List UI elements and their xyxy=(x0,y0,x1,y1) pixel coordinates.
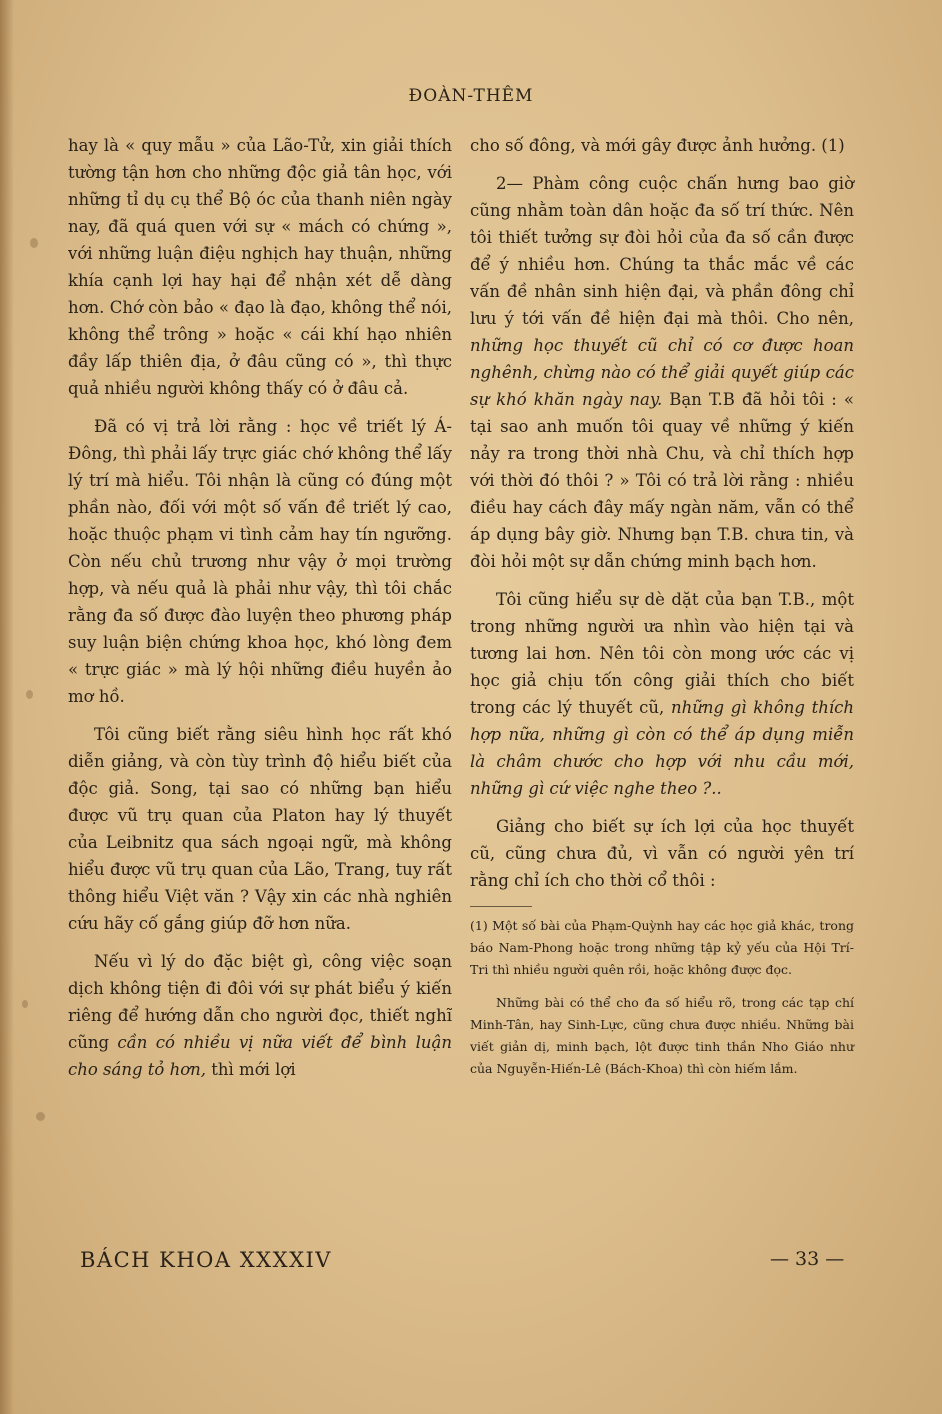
right-column xyxy=(470,132,854,1091)
paragraph xyxy=(470,170,854,575)
paragraph-text: thì mới lợi xyxy=(206,1060,296,1079)
left-column xyxy=(68,132,452,1094)
emphasis-text: những gì không thích hợp nữa, những gì còn có thể áp dụng miễn là châm chước cho hợp với nhu cầu mới, những gì cứ việc nghe theo ?.. xyxy=(470,698,855,798)
paper-spot xyxy=(26,690,33,699)
paragraph-text: Nếu vì lý do đặc biệt gì, công việc soạn dịch không tiện đi đôi với sự phát biểu ý kiến riêng để hướng dẫn cho người đọc, thiết nghĩ cũng xyxy=(68,952,452,1052)
paragraph-text: 2— Phàm công cuộc chấn hưng bao giờ cũng nhằm toàn dân hoặc đa số trí thức. Nên tôi thiết tưởng sự đòi hỏi của đa số cần được để ý nhiều hơn. Chúng ta thắc mắc về các vấn đề nhân sinh hiện đại, và phần đông chỉ lưu ý tới vấn đề hiện đại mà thôi. Cho nên, xyxy=(470,174,854,328)
footnote: Những bài có thể cho đa số hiểu rõ, trong các tạp chí Minh-Tân, hay Sinh-Lực, cũng chưa được nhiều. Những bài viết giản dị, minh bạch, lột được tinh thần Nho Giáo như của Nguyễn-Hiến-Lê (Bách-Khoa) thì còn hiếm lắm. xyxy=(470,995,854,1076)
paragraph xyxy=(68,948,452,1083)
paragraph: Tôi cũng biết rằng siêu hình học rất khó diễn giảng, và còn tùy trình độ hiểu biết của độc giả. Song, tại sao có những bạn hiểu được vũ trụ quan của Platon hay lý thuyết của Leibnitz qua sách ngoại ngữ, mà không hiểu được vũ trụ quan của Lão, Trang, tuy rất thông hiểu Việt văn ? Vậy xin các nhà nghiên cứu hãy cố gắng giúp đỡ hơn nữa. xyxy=(68,725,452,933)
paragraph: cho số đông, và mới gây được ảnh hưởng. (1) xyxy=(470,136,845,155)
magazine-title: BÁCH KHOA XXXXIV xyxy=(80,1248,332,1272)
footnote: (1) Một số bài của Phạm-Quỳnh hay các học giả khác, trong báo Nam-Phong hoặc trong những tập kỷ yếu của Hội Trí-Tri thì nhiều người quên rồi, hoặc không được đọc. xyxy=(470,918,854,977)
footnote-divider xyxy=(470,906,532,907)
running-header: ĐOÀN-THÊM xyxy=(408,86,534,106)
paper-spot xyxy=(22,1000,28,1008)
paper-spot xyxy=(30,238,38,248)
paragraph: Giảng cho biết sự ích lợi của học thuyết cũ, cũng chưa đủ, vì vẫn có người yên trí rằng chỉ ích cho thời cổ thôi : xyxy=(470,817,854,890)
paragraph: hay là « quy mẫu » của Lão-Tử, xin giải thích tường tận hơn cho những độc giả tân học, với những tỉ dụ cụ thể Bộ óc của thanh niên ngày nay, đã quá quen với sự « mách có chứng », với những luận điệu nghịch hay thuận, những khía cạnh lợi hay hại để nhận xét dễ dàng hơn. Chớ còn bảo « đạo là đạo, không thể nói, không thể trông » hoặc « cái khí hạo nhiên đầy lấp thiên địa, ở đâu cũng có », thì thực quả nhiều người không thấy có ở đâu cả. xyxy=(68,136,452,398)
page-edge-shadow xyxy=(0,0,14,1414)
paragraph xyxy=(470,586,854,802)
paragraph: Đã có vị trả lời rằng : học về triết lý Á-Đông, thì phải lấy trực giác chớ không thể lấy lý trí mà hiểu. Tôi nhận là cũng có đúng một phần nào, đối với một số vấn đề triết lý cao, hoặc thuộc phạm vi tình cảm hay tín ngưỡng. Còn nếu chủ trương như vậy ở mọi trường hợp, và nếu quả là phải như vậy, thì tôi chắc rằng đa số được đào luyện theo phương pháp suy luận biện chứng khoa học, khó lòng đem « trực giác » mà lý hội những điều huyền ảo mơ hồ. xyxy=(68,417,452,706)
paragraph-text: Tôi cũng hiểu sự dè dặt của bạn T.B., một trong những người ưa nhìn vào hiện tại và tương lai hơn. Nên tôi còn mong ước các vị học giả chịu tốn công giải thích cho biết trong các lý thuyết cũ, xyxy=(470,590,854,717)
page-number: — 33 — xyxy=(770,1248,845,1270)
paragraph-text: Bạn T.B đã hỏi tôi : « tại sao anh muốn tôi quay về những ý kiến nảy ra trong thời nhà Chu, và chỉ thích hợp với thời đó thôi ? » Tôi có trả lời rằng : nhiều điều hay cách đây mấy ngàn năm, vẫn có thể áp dụng bây giờ. Nhưng bạn T.B. chưa tin, và đòi hỏi một sự dẫn chứng minh bạch hơn. xyxy=(470,390,854,571)
emphasis-text: cần có nhiều vị nữa viết để bình luận cho sáng tỏ hơn, xyxy=(68,1033,452,1079)
paper-spot xyxy=(36,1112,45,1121)
emphasis-text: những học thuyết cũ chỉ có cơ được hoan nghênh, chừng nào có thể giải quyết giúp các sự khó khăn ngày nay. xyxy=(470,336,854,409)
